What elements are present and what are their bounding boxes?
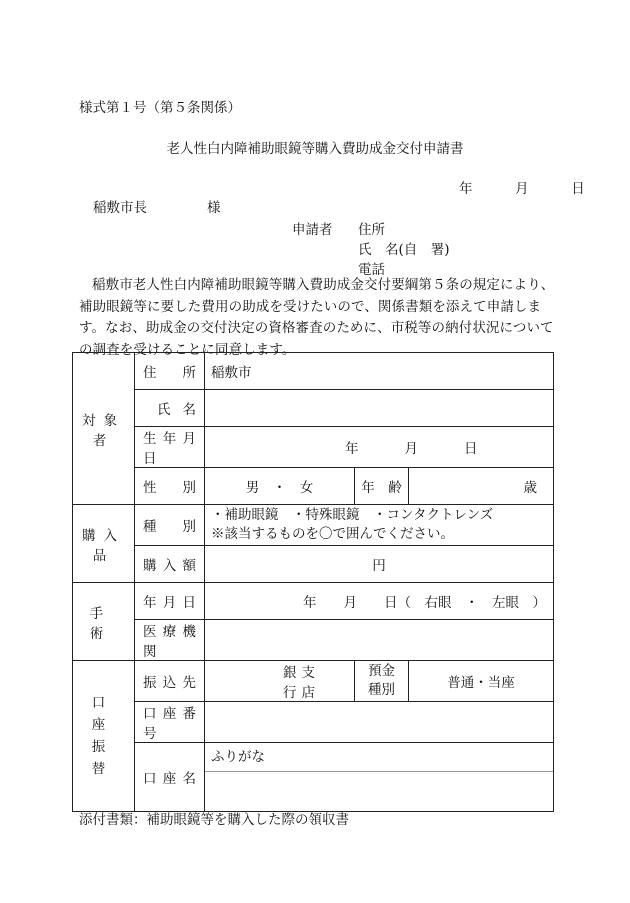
field-bank[interactable]: [205, 661, 355, 702]
label-account-name: 口座名: [135, 743, 205, 812]
field-sex[interactable]: 男 ・ 女: [205, 468, 355, 505]
section-subject: 対象者: [73, 353, 135, 505]
label-address: 住所: [135, 353, 205, 390]
field-amount[interactable]: 円: [205, 546, 554, 583]
applicant-name-label: 氏 名(自 署): [358, 242, 450, 258]
page-title: 老人性白内障補助眼鏡等購入費助成金交付申請書: [166, 141, 464, 157]
bank-label: 銀行: [283, 665, 297, 701]
field-type[interactable]: [205, 505, 554, 546]
label-sex: 性別: [135, 468, 205, 505]
section-transfer-line1: 口座: [91, 695, 124, 733]
addressee: [93, 196, 221, 216]
addressee-name: 稲敷市長: [93, 200, 147, 216]
birth-year: 年: [345, 441, 359, 457]
field-hospital[interactable]: [205, 620, 554, 661]
label-name: 氏名: [135, 390, 205, 427]
application-form-table: [72, 352, 554, 812]
label-amount: 購入額: [135, 546, 205, 583]
field-deposit-type[interactable]: 普通・当座: [409, 661, 554, 702]
label-hospital: 医療機関: [135, 620, 205, 661]
applicant-address-label: 住所: [358, 222, 385, 238]
section-surgery: 手術: [73, 583, 135, 661]
field-name[interactable]: [205, 390, 554, 427]
date-day: 日: [571, 181, 585, 197]
date-month: 月: [515, 181, 529, 197]
date-year: 年: [459, 181, 473, 197]
section-transfer: [73, 661, 135, 812]
type-options: ・補助眼鏡 ・特殊眼鏡 ・コンタクトレンズ: [211, 507, 494, 523]
application-date: [459, 177, 585, 197]
label-birthdate: 生年月日: [135, 427, 205, 468]
section-transfer-line2: 振替: [91, 739, 124, 777]
birth-day: 日: [464, 441, 478, 457]
deposit-type-line2: 種別: [368, 682, 395, 698]
field-birthdate[interactable]: [205, 427, 554, 468]
field-age[interactable]: 歳: [409, 468, 554, 505]
addressee-suffix: 様: [207, 200, 221, 216]
label-type: 種別: [135, 505, 205, 546]
section-purchase: 購入品: [73, 505, 135, 583]
applicant-phone-label: 電話: [358, 262, 385, 278]
field-surgery-date[interactable]: 年 月 日（ 右眼 ・ 左眼 ）: [205, 583, 554, 620]
attachment-note: 添付書類：補助眼鏡等を購入した際の領収書: [79, 812, 349, 828]
label-transfer-dest: 振込先: [135, 661, 205, 702]
application-statement: [79, 275, 557, 361]
field-address[interactable]: 稲敷市: [205, 353, 554, 390]
field-account-number[interactable]: [205, 702, 554, 743]
form-id: 様式第１号（第５条関係）: [79, 100, 241, 116]
applicant-label: 申請者: [292, 222, 333, 238]
deposit-type-line1: 預金: [368, 663, 395, 679]
birth-month: 月: [404, 441, 418, 457]
label-deposit-type: [355, 661, 409, 702]
branch-label: 支店: [301, 665, 315, 701]
label-account-number: 口座番号: [135, 702, 205, 743]
statement-text: 稲敷市老人性白内障補助眼鏡等購入費助成金交付要綱第５条の規定により、補助眼鏡等に要した費用の助成を受けたいので、関係書類を添えて申請します。なお、助成金の交付決定の資格審査のために、市税等の納付状況についての調査を受けることに同意します。: [79, 277, 555, 358]
label-age: 年 齢: [355, 468, 409, 505]
label-surgery-date: 年月日: [135, 583, 205, 620]
field-account-name[interactable]: [205, 743, 554, 812]
type-note: ※該当するものを〇で囲んでください。: [211, 526, 454, 542]
furigana-label: ふりがな: [205, 743, 553, 772]
